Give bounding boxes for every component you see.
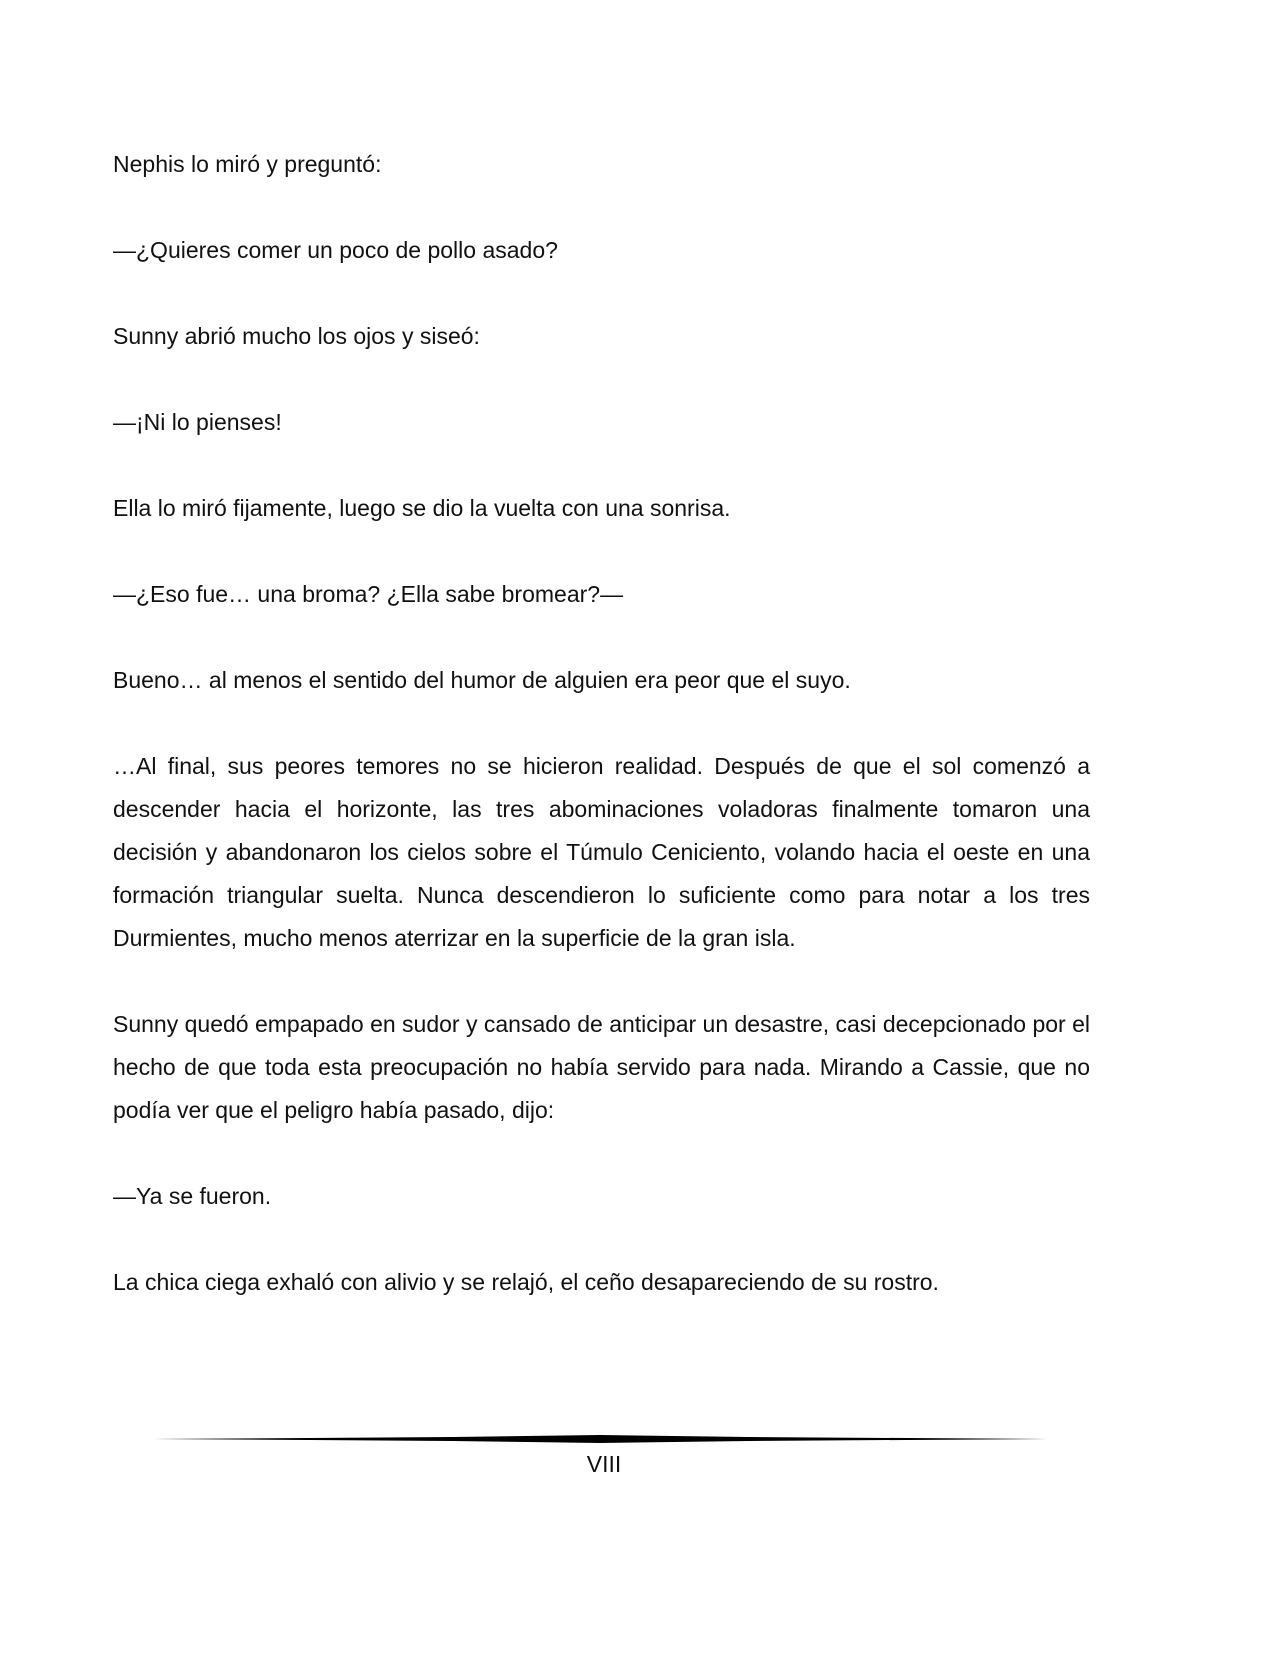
paragraph-2: —¿Quieres comer un poco de pollo asado? [113, 237, 558, 263]
paragraph-1: Nephis lo miró y preguntó: [113, 151, 382, 177]
text-body [113, 143, 1090, 1304]
paragraph-3: Sunny abrió mucho los ojos y siseó: [113, 323, 480, 349]
paragraph-7: Bueno… al menos el sentido del humor de alguien era peor que el suyo. [113, 667, 851, 693]
paragraph-10: —Ya se fueron. [113, 1183, 272, 1209]
ornamental-divider [152, 1432, 1049, 1446]
paragraph-9: Sunny quedó empapado en sudor y cansado de anticipar un desastre, casi decepcionado por el hecho de que toda esta preocupación no había servido para nada. Mirando a Cassie, que no podía ver que el peligro había pasado, dijo: [113, 1011, 1090, 1123]
paragraph-5: Ella lo miró fijamente, luego se dio la vuelta con una sonrisa. [113, 495, 731, 521]
paragraph-4: —¡Ni lo pienses! [113, 409, 282, 435]
paragraph-11: La chica ciega exhaló con alivio y se relajó, el ceño desapareciendo de su rostro. [113, 1269, 939, 1295]
page-number: VIII [586, 1451, 622, 1477]
paragraph-8: …Al final, sus peores temores no se hicieron realidad. Después de que el sol comenzó a descender hacia el horizonte, las tres abominaciones voladoras finalmente tomaron una decisión y abandonaron los cielos sobre el Túmulo Ceniciento, volando hacia el oeste en una formación triangular suelta. Nunca descendieron lo suficiente como para notar a los tres Durmientes, mucho menos aterrizar en la superficie de la gran isla. [113, 753, 1090, 951]
paragraph-6: —¿Eso fue… una broma? ¿Ella sabe bromear?— [113, 581, 624, 607]
